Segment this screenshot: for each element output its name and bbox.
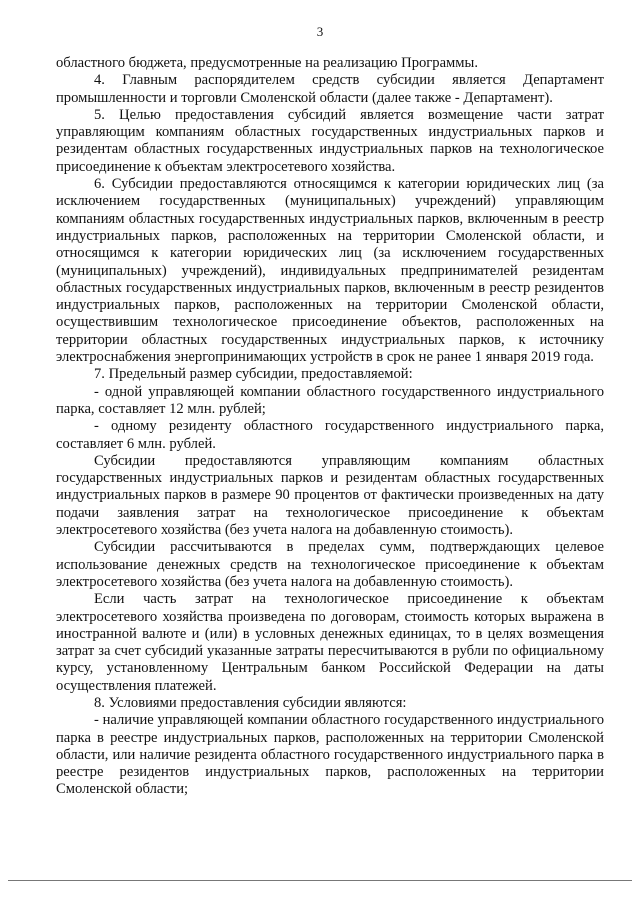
paragraph-budget-continuation: областного бюджета, предусмотренные на реализацию Программы. xyxy=(56,55,478,71)
paragraph-item-7: 7. Предельный размер субсидии, предоставляемой: xyxy=(94,366,413,383)
paragraph-subsidy-calculation: Субсидии рассчитываются в пределах сумм, подтверждающих целевое использование денежных средств на технологическое присоединение к объектам электросетевого хозяйства (без учета налога на добавленную стоимость). xyxy=(56,539,604,590)
document-body xyxy=(56,55,604,799)
paragraph-item-6: 6. Субсидии предоставляются относящимся к категории юридических лиц (за исключением государственных (муниципальных) учреждений) управляющим компаниям областных государственных индустриальных парков, включенным в реестр индустриальных парков, расположенных на территории Смоленской области, и относящимся к категории юридических лиц (за исключением государственных (муниципальных) учреждений), индивидуальных предпринимателей резидентам областных государственных индустриальных парков, включенным в реестр резидентов индустриальных парков, расположенных на территории Смоленской области, осуществившим технологическое присоединение объектов, расположенных на территории областных государственных индустриальных парков, к источнику электроснабжения энергопринимающих устройств в срок не ранее 1 января 2019 года. xyxy=(56,176,604,366)
bottom-divider xyxy=(8,880,632,881)
list-item-registry-condition: - наличие управляющей компании областного государственного индустриального парка в реестре индустриальных парков, расположенных на территории Смоленской области, или наличие резидента областного государственного индустриального парка в реестре резидентов индустриальных парков, расположенных на территории Смоленской области; xyxy=(56,712,604,798)
list-item-management-company: - одной управляющей компании областного государственного индустриального парка, составляет 12 млн. рублей; xyxy=(56,383,604,417)
paragraph-foreign-currency: Если часть затрат на технологическое присоединение к объектам электросетевого хозяйства произведена по договорам, стоимость которых выражена в иностранной валюте и (или) в условных денежных единицах, то в целях возмещения затрат за счет субсидий указанные затраты пересчитываются в рубли по официальному курсу, установленному Центральным банком Российской Федерации на даты осуществления платежей. xyxy=(56,591,604,694)
paragraph-subsidy-rate: Субсидии предоставляются управляющим компаниям областных государственных индустриальных парков и резидентам областных государственных индустриальных парков в размере 90 процентов от фактически произведенных на дату подачи заявления затрат на технологическое присоединение к объектам электросетевого хозяйства (без учета налога на добавленную стоимость). xyxy=(56,452,604,539)
paragraph-item-8: 8. Условиями предоставления субсидии являются: xyxy=(94,694,407,711)
list-item-resident: - одному резиденту областного государственного индустриального парка, составляет 6 млн. рублей. xyxy=(56,418,604,452)
paragraph-item-4: 4. Главным распорядителем средств субсидии является Департамент промышленности и торговли Смоленской области (далее также - Департамент). xyxy=(56,72,604,106)
paragraph-item-5: 5. Целью предоставления субсидий является возмещение части затрат управляющим компаниям областных государственных индустриальных парков и резидентам областных государственных индустриальных парков на технологическое присоединение к объектам электросетевого хозяйства. xyxy=(56,106,604,175)
page-number: 3 xyxy=(316,24,324,39)
